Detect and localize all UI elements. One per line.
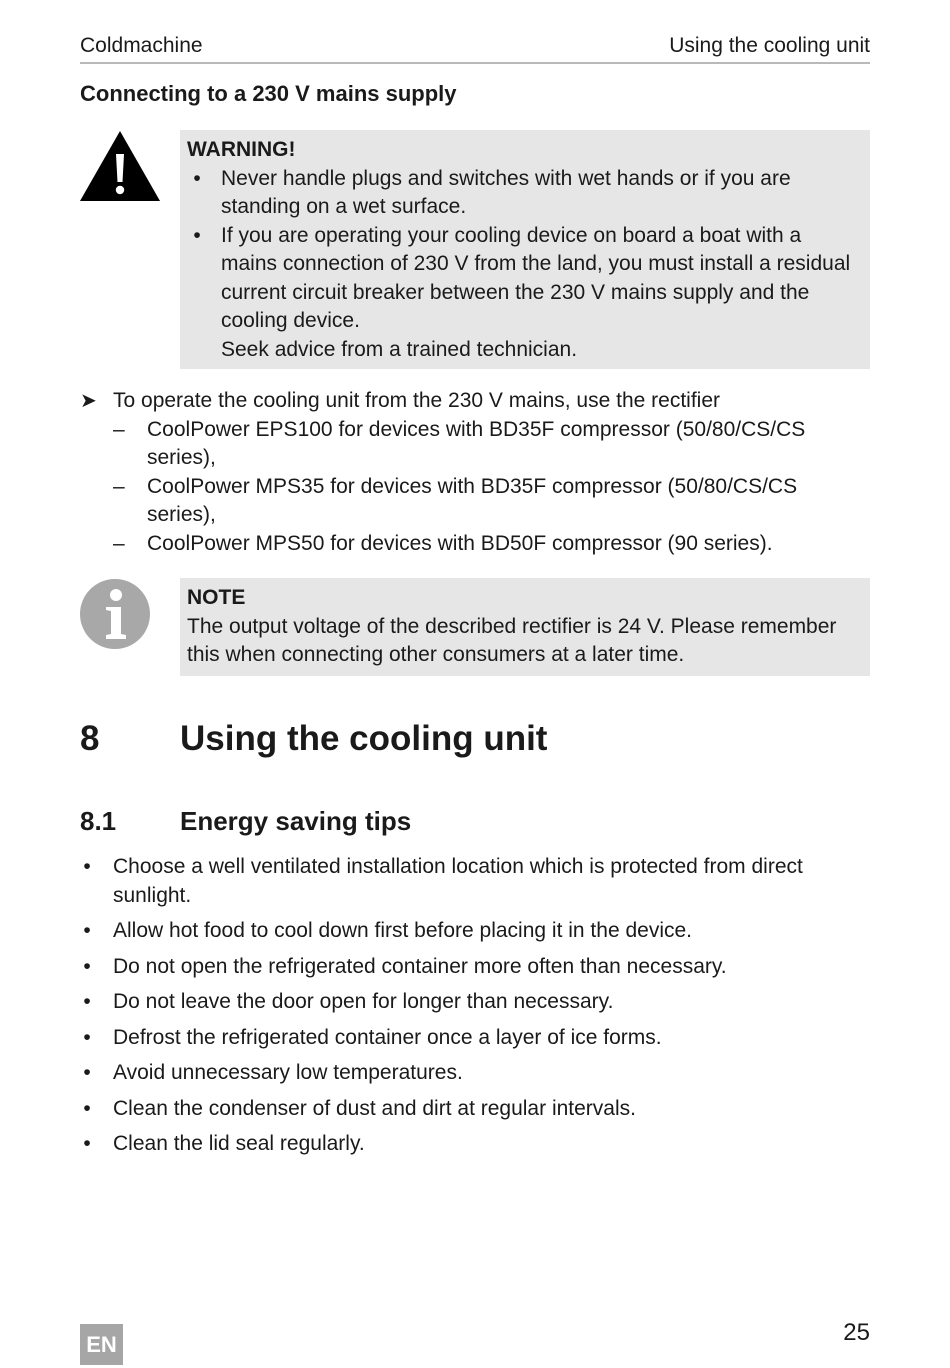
tip-text: Do not open the refrigerated container more often than necessary. bbox=[113, 954, 727, 978]
tip-text: Clean the lid seal regularly. bbox=[113, 1132, 365, 1155]
list-item bbox=[80, 953, 870, 982]
rectifier-option-text: CoolPower MPS50 for devices with BD50F compressor (90 series). bbox=[147, 531, 773, 555]
bullet-icon: • bbox=[83, 1025, 91, 1049]
dash-icon: – bbox=[113, 417, 125, 441]
list-item bbox=[80, 917, 870, 946]
header-chapter-name: Using the cooling unit bbox=[669, 34, 870, 57]
info-icon bbox=[79, 578, 151, 650]
tip-text: Allow hot food to cool down first before placing it in the device. bbox=[113, 919, 692, 942]
warning-item bbox=[187, 165, 862, 222]
section-number: 8.1 bbox=[80, 806, 117, 836]
rectifier-option bbox=[80, 416, 870, 473]
note-text: The output voltage of the described rectifier is 24 V. Please remember this when connecting other consumers at a later time. bbox=[187, 614, 837, 666]
list-item bbox=[80, 1024, 870, 1053]
rectifier-option-text: CoolPower EPS100 for devices with BD35F compressor (50/80/CS/CS series), bbox=[147, 417, 806, 469]
warning-item bbox=[187, 222, 862, 365]
bullet-icon: • bbox=[193, 166, 201, 190]
bullet-icon: • bbox=[83, 954, 91, 978]
instruction-step bbox=[80, 387, 870, 416]
warning-item-advice: Seek advice from a trained technician. bbox=[221, 337, 578, 361]
warning-triangle-icon bbox=[79, 130, 161, 202]
tip-text: Do not leave the door open for longer than necessary. bbox=[113, 990, 614, 1013]
bullet-icon: • bbox=[83, 855, 91, 878]
warning-list bbox=[187, 165, 862, 365]
bullet-icon: • bbox=[83, 919, 91, 942]
rectifier-option bbox=[80, 473, 870, 530]
page-number: 25 bbox=[843, 1319, 870, 1346]
header-product-name: Coldmachine bbox=[80, 34, 203, 57]
language-badge: EN bbox=[80, 1324, 123, 1365]
note-box bbox=[180, 578, 870, 676]
instruction-block bbox=[80, 387, 870, 558]
list-item bbox=[80, 1095, 870, 1124]
bullet-icon: • bbox=[83, 1061, 91, 1084]
rectifier-option-text: CoolPower MPS35 for devices with BD35F compressor (50/80/CS/CS series), bbox=[147, 474, 798, 526]
section-title: Energy saving tips bbox=[180, 806, 412, 836]
tip-text: Defrost the refrigerated container once a layer of ice forms. bbox=[113, 1025, 662, 1049]
tip-text: Avoid unnecessary low temperatures. bbox=[113, 1061, 463, 1084]
list-item bbox=[80, 1130, 870, 1159]
energy-tips-list bbox=[80, 853, 870, 1166]
instruction-text: To operate the cooling unit from the 230 V mains, use the rectifier bbox=[113, 389, 721, 412]
bullet-icon: • bbox=[83, 1096, 91, 1120]
note-title: NOTE bbox=[187, 586, 246, 609]
bullet-icon: • bbox=[83, 1132, 91, 1155]
warning-item-text: Never handle plugs and switches with wet hands or if you are standing on a wet surface. bbox=[221, 166, 791, 218]
dash-icon: – bbox=[113, 531, 125, 555]
warning-title: WARNING! bbox=[187, 138, 296, 161]
rectifier-options bbox=[80, 416, 870, 559]
chapter-title: Using the cooling unit bbox=[180, 719, 548, 758]
rectifier-option bbox=[80, 530, 870, 559]
list-item bbox=[80, 1059, 870, 1088]
running-header bbox=[80, 30, 870, 64]
tip-text: Choose a well ventilated installation location which is protected from direct sunlight. bbox=[113, 855, 803, 907]
bullet-icon: • bbox=[193, 223, 201, 247]
warning-box bbox=[180, 130, 870, 369]
list-item bbox=[80, 853, 870, 910]
arrow-right-icon: ➤ bbox=[80, 390, 97, 412]
list-item bbox=[80, 988, 870, 1017]
bullet-icon: • bbox=[83, 990, 91, 1013]
subsection-title: Connecting to a 230 V mains supply bbox=[80, 81, 457, 106]
tip-text: Clean the condenser of dust and dirt at regular intervals. bbox=[113, 1096, 636, 1120]
dash-icon: – bbox=[113, 474, 125, 498]
chapter-number: 8 bbox=[80, 719, 100, 758]
warning-item-text: If you are operating your cooling device on board a boat with a mains connection of 230 V from the land, you must install a residual current circuit breaker between the 230 V mains supply and the cooling device. bbox=[221, 223, 851, 332]
